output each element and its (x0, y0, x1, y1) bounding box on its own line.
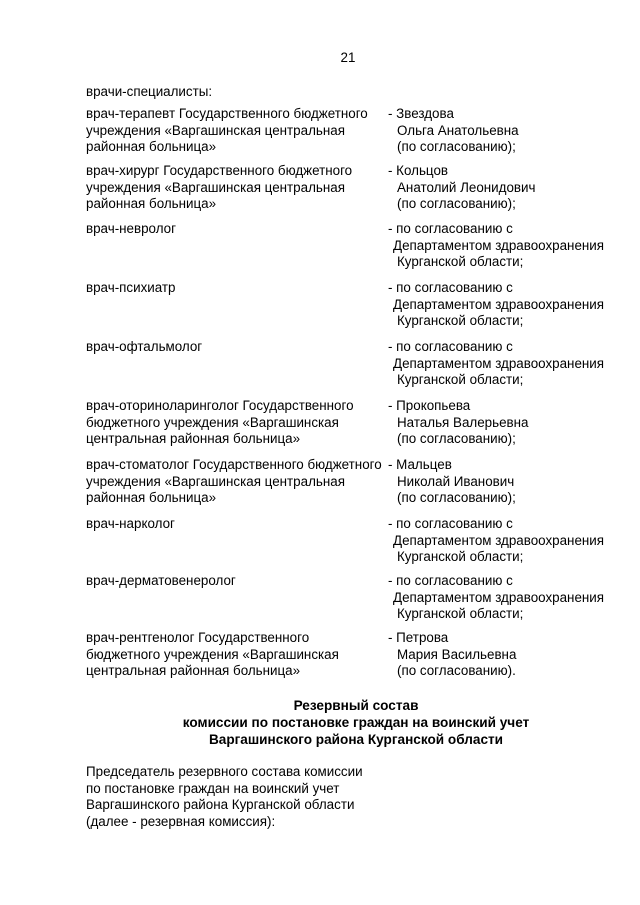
person-line: - Петрова (388, 630, 449, 645)
person-line: - по согласованию с (388, 221, 513, 236)
member-role: врач-стоматолог Государственного бюджетного учреждения «Варгашинская центральная районная больница» (86, 457, 382, 505)
member-person (388, 339, 628, 389)
member-role: врач-офтальмолог (86, 339, 203, 354)
person-line: Николай Иванович (397, 473, 515, 489)
member-person (388, 398, 628, 448)
member-person (388, 163, 628, 213)
person-line: - Звездова (388, 106, 454, 121)
member-person (388, 280, 628, 330)
person-line: Курганской области; (397, 313, 524, 328)
person-line: Курганской области; (397, 549, 524, 564)
chairman-line: Председатель резервного состава комиссии (86, 764, 363, 779)
chairman-paragraph (86, 764, 386, 830)
person-line: Департаментом здравоохранения (393, 532, 605, 548)
member-role: врач-нарколог (86, 516, 175, 531)
person-line: - по согласованию с (388, 573, 513, 588)
person-line: Департаментом здравоохранения (393, 296, 605, 312)
person-line: - Прокопьева (388, 398, 471, 413)
chairman-line: Варгашинского района Курганской области (86, 797, 355, 812)
person-line: Ольга Анатольевна (397, 122, 519, 138)
member-person (388, 573, 628, 623)
person-line: - Кольцов (388, 163, 449, 178)
person-line: Департаментом здравоохранения (393, 237, 605, 253)
member-role: врач-терапевт Государственного бюджетного учреждения «Варгашинская центральная районная больница» (86, 106, 368, 154)
person-line: Департаментом здравоохранения (393, 589, 605, 605)
person-line: (по согласованию). (397, 663, 516, 678)
reserve-commission-title (86, 697, 626, 748)
section-heading: врачи-специалисты: (86, 84, 213, 99)
member-role: врач-хирург Государственного бюджетного учреждения «Варгашинская центральная районная больница» (86, 163, 353, 211)
reserve-title-line: Резервный состав (293, 698, 419, 713)
member-person (388, 516, 628, 566)
member-role: врач-психиатр (86, 280, 176, 295)
person-line: Мария Васильевна (397, 646, 517, 662)
chairman-line: (далее - резервная комиссия): (86, 813, 276, 829)
person-line: Департаментом здравоохранения (393, 355, 605, 371)
person-line: (по согласованию); (397, 139, 516, 154)
person-line: - Мальцев (388, 457, 452, 472)
member-person (388, 457, 628, 507)
person-line: - по согласованию с (388, 280, 513, 295)
page-number: 21 (340, 50, 356, 65)
member-role: врач-оториноларинголог Государственного бюджетного учреждения «Варгашинская центральная районная больница» (86, 398, 354, 446)
member-role: врач-невролог (86, 221, 177, 236)
chairman-line: по постановке граждан на воинский учет (86, 780, 340, 796)
person-line: Курганской области; (397, 606, 524, 621)
person-line: Анатолий Леонидович (397, 179, 536, 195)
person-line: - по согласованию с (388, 516, 513, 531)
member-person (388, 221, 628, 271)
member-person (388, 630, 628, 680)
person-line: Курганской области; (397, 372, 524, 387)
reserve-title-line: Варгашинского района Курганской области (208, 732, 504, 747)
reserve-title-line: комиссии по постановке граждан на воинский учет (182, 715, 530, 730)
person-line: (по согласованию); (397, 431, 516, 446)
member-person (388, 106, 628, 156)
member-role: врач-дерматовенеролог (86, 573, 236, 588)
person-line: (по согласованию); (397, 490, 516, 505)
person-line: Наталья Валерьевна (397, 414, 529, 430)
person-line: (по согласованию); (397, 196, 516, 211)
person-line: - по согласованию с (388, 339, 513, 354)
person-line: Курганской области; (397, 254, 524, 269)
member-role: врач-рентгенолог Государственного бюджетного учреждения «Варгашинская центральная районная больница» (86, 630, 339, 678)
